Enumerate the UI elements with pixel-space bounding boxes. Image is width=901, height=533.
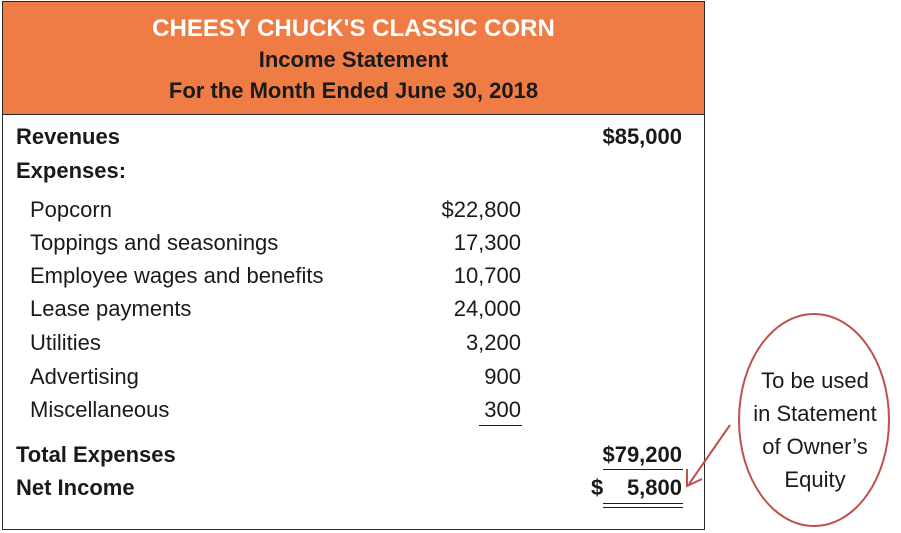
statement-header [3,2,704,115]
company-name: CHEESY CHUCK'S CLASSIC CORN [152,15,555,42]
expense-item-amount: 900 [484,364,521,389]
revenues-label: Revenues [16,124,120,149]
total-underline [603,469,683,470]
callout-line: To be used [761,368,869,393]
callout-note [720,364,901,496]
double-underline-bottom [603,507,683,508]
expense-item-label: Toppings and seasonings [30,230,279,255]
subtotal-underline [479,425,522,426]
expense-item-label: Lease payments [30,296,192,321]
revenues-amount: $85,000 [602,124,682,149]
expense-item-amount: 10,700 [453,263,521,288]
expense-item-amount: 24,000 [453,296,521,321]
net-income-amount: 5,800 [626,475,682,500]
expense-item-label: Advertising [30,364,139,389]
expense-item-label: Employee wages and benefits [30,263,324,288]
expense-item-amount: $22,800 [441,197,521,222]
expense-item-amount: 17,300 [453,230,521,255]
expense-item-label: Popcorn [30,197,112,222]
statement-title: Income Statement [258,47,449,72]
total-expenses-label: Total Expenses [16,442,176,467]
expense-item-label: Utilities [30,330,101,355]
income-statement [2,1,705,530]
expenses-heading: Expenses: [16,158,127,183]
net-income-label: Net Income [16,475,135,500]
double-underline-top [603,503,683,504]
expense-item-label: Miscellaneous [30,397,170,422]
callout-line: Equity [784,467,846,492]
statement-period: For the Month Ended June 30, 2018 [168,78,539,103]
callout-line: in Statement [753,401,877,426]
total-expenses-amount: $79,200 [602,442,682,467]
expense-item-amount: 300 [484,397,521,422]
callout-line: of Owner’s [762,434,868,459]
net-income-currency: $ [591,475,604,500]
expense-item-amount: 3,200 [465,330,521,355]
